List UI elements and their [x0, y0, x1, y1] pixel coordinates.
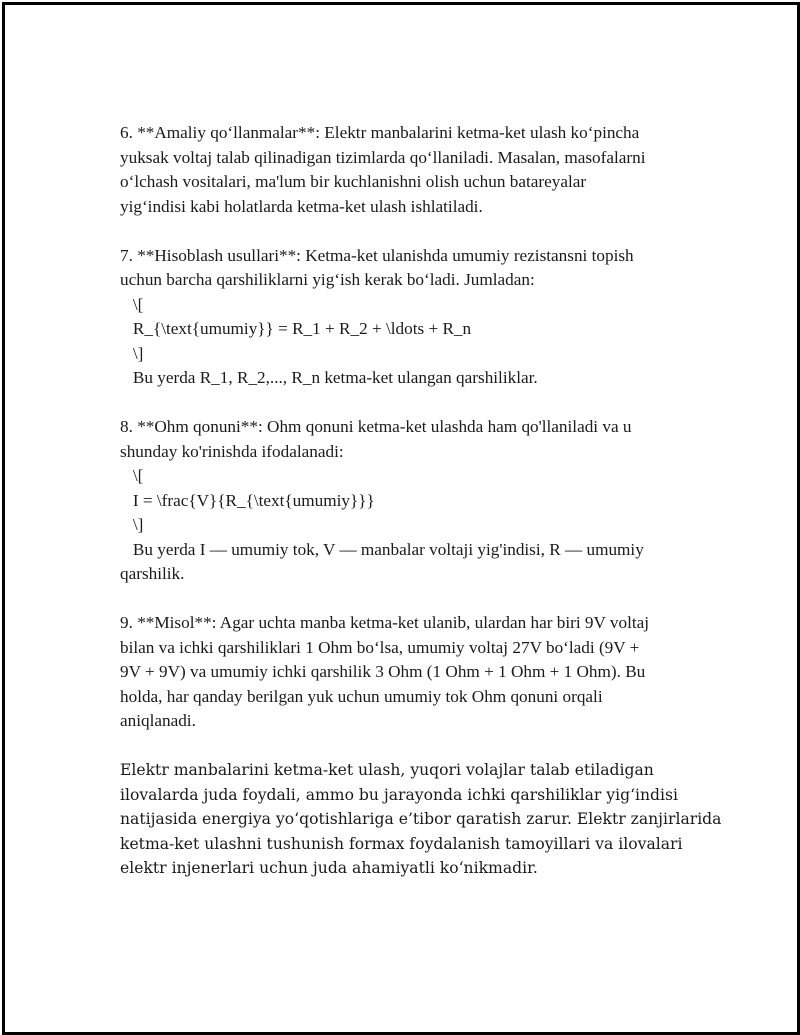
- paragraph-gap: [120, 391, 710, 416]
- text-line: 6. **Amaliy qo‘llanmalar**: Elektr manbalarini ketma-ket ulash ko‘pincha: [120, 123, 640, 142]
- text-line: shunday ko'rinishda ifodalanadi:: [120, 441, 344, 461]
- paragraph-7-calculation: [120, 244, 710, 391]
- paragraph-gap: [120, 587, 710, 612]
- text-line: holda, har qanday berilgan yuk uchun umumiy tok Ohm qonuni orqali: [120, 686, 603, 706]
- text-line: ilovalarda juda foydali, ammo bu jarayonda ichki qarshiliklar yig‘indisi: [120, 785, 679, 804]
- text-line: 8. **Ohm qonuni**: Ohm qonuni ketma-ket ulashda ham qo'llaniladi va u: [120, 417, 632, 436]
- document-body: [120, 121, 722, 881]
- text-line: qarshilik.: [120, 564, 185, 583]
- text-line: Bu yerda R_1, R_2,..., R_n ketma-ket ulangan qarshiliklar.: [120, 368, 538, 387]
- paragraph-gap: [120, 734, 710, 759]
- formula-open: \[: [120, 294, 144, 314]
- text-line: uchun barcha qarshiliklarni yig‘ish kerak bo‘ladi. Jumladan:: [120, 270, 535, 289]
- formula-open: \[: [120, 466, 144, 485]
- formula-close: \]: [120, 343, 144, 363]
- text-line: bilan va ichki qarshiliklari 1 Ohm bo‘lsa, umumiy voltaj 27V bo‘ladi (9V +: [120, 637, 640, 657]
- formula-line: I = \frac{V}{R_{\text{umumiy}}}: [120, 490, 375, 510]
- text-line: natijasida energiya yo‘qotishlariga e’tibor qaratish zarur. Elektr zanjirlarida: [120, 810, 722, 828]
- text-line: o‘lchash vositalari, ma'lum bir kuchlanishni olish uchun batareyalar: [120, 172, 587, 191]
- paragraph-conclusion: [120, 758, 722, 881]
- text-line: aniqlanadi.: [120, 711, 196, 730]
- paragraph-6-applications: [120, 121, 710, 219]
- text-line: yig‘indisi kabi holatlarda ketma-ket ulash ishlatiladi.: [120, 196, 483, 216]
- text-line: 9. **Misol**: Agar uchta manba ketma-ket ulanib, ulardan har biri 9V voltaj: [120, 613, 650, 632]
- paragraph-gap: [120, 219, 710, 244]
- text-line: yuksak voltaj talab qilinadigan tizimlarda qo‘llaniladi. Masalan, masofalarni: [120, 147, 646, 167]
- paragraph-9-example: [120, 611, 710, 734]
- formula-line: R_{\text{umumiy}} = R_1 + R_2 + \ldots + R_n: [120, 319, 472, 338]
- text-line: Bu yerda I — umumiy tok, V — manbalar voltaji yig'indisi, R — umumiy: [120, 539, 644, 559]
- formula-close: \]: [120, 515, 144, 534]
- text-line: elektr injenerlari uchun juda ahamiyatli ko‘nikmadir.: [120, 859, 538, 877]
- text-line: 7. **Hisoblash usullari**: Ketma-ket ulanishda umumiy rezistansni topish: [120, 245, 634, 265]
- text-line: 9V + 9V) va umumiy ichki qarshilik 3 Ohm (1 Ohm + 1 Ohm + 1 Ohm). Bu: [120, 662, 646, 681]
- paragraph-8-ohm-law: [120, 415, 710, 587]
- text-line: ketma-ket ulashni tushunish formax foydalanish tamoyillari va ilovalari: [120, 834, 683, 853]
- text-line: Elektr manbalarini ketma-ket ulash, yuqori volajlar talab etiladigan: [120, 761, 654, 779]
- page-frame: [2, 2, 800, 1035]
